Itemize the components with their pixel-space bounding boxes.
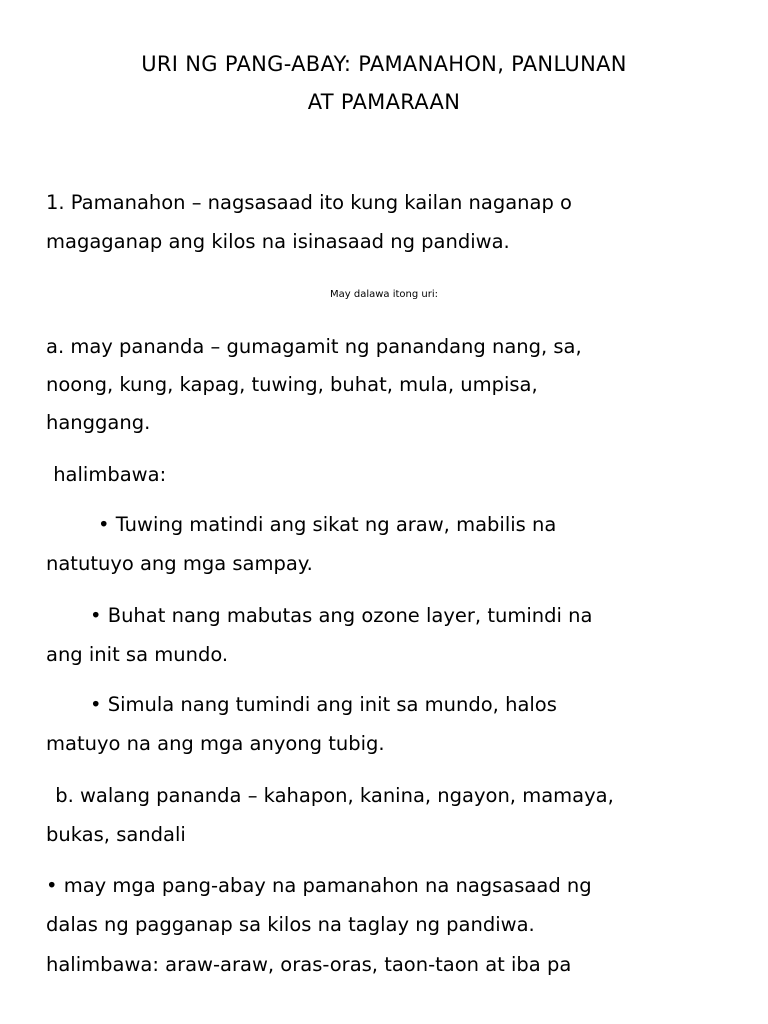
bullet-line: • may mga pang-abay na pamanahon na nagsasaad ng bbox=[46, 874, 592, 897]
text-line: matuyo na ang mga anyong tubig. bbox=[46, 732, 385, 755]
text-line: dalas ng pagganap sa kilos na taglay ng pandiwa. bbox=[46, 913, 535, 936]
text-line: magaganap ang kilos na isinasaad ng pandiwa. bbox=[46, 230, 510, 253]
text-line-halimbawa: halimbawa: bbox=[47, 463, 167, 486]
text-line: noong, kung, kapag, tuwing, buhat, mula, umpisa, bbox=[46, 373, 538, 396]
text-line: natutuyo ang mga sampay. bbox=[46, 552, 313, 575]
text-line-pamanahon: 1. Pamanahon – nagsasaad ito kung kailan naganap o bbox=[46, 191, 572, 214]
title-line-2: AT PAMARAAN bbox=[307, 90, 461, 114]
text-line: halimbawa: araw-araw, oras-oras, taon-taon at iba pa bbox=[46, 953, 572, 976]
bullet-line: • Buhat nang mabutas ang ozone layer, tumindi na bbox=[90, 604, 593, 627]
text-line: hanggang. bbox=[46, 411, 151, 434]
bullet-line: • Tuwing matindi ang sikat ng araw, mabilis na bbox=[98, 513, 557, 536]
text-line: ang init sa mundo. bbox=[46, 643, 229, 666]
text-line: bukas, sandali bbox=[46, 823, 186, 846]
text-line-centered: May dalawa itong uri: bbox=[330, 289, 438, 300]
text-line-walang-pananda: b. walang pananda – kahapon, kanina, ngayon, mamaya, bbox=[49, 784, 614, 807]
bullet-line: • Simula nang tumindi ang init sa mundo, halos bbox=[90, 693, 557, 716]
title-line-1: URI NG PANG-ABAY: PAMANAHON, PANLUNAN bbox=[141, 52, 627, 76]
text-line-may-pananda: a. may pananda – gumagamit ng panandang nang, sa, bbox=[46, 335, 582, 358]
